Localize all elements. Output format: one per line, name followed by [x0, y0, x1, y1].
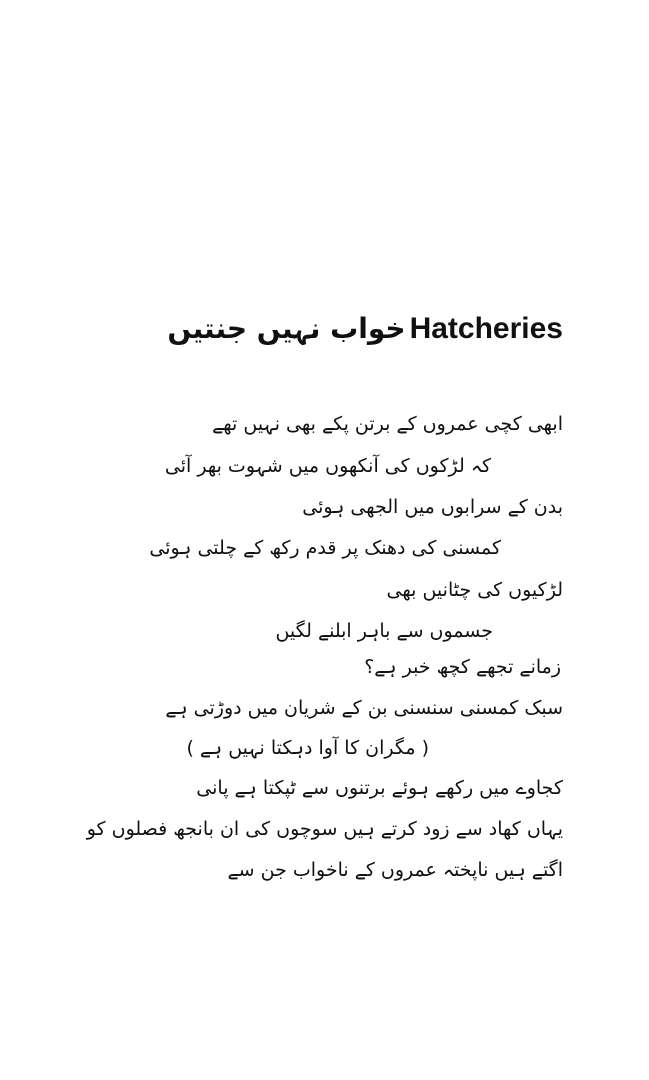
title-urdu: خواب نہیں جنتیں — [167, 312, 406, 345]
poem-title — [167, 312, 563, 358]
poem-line: یہاں کھاد سے زود کرتے ہیں سوچوں کی ان بانجھ فصلوں کو — [86, 818, 563, 840]
poem-line: اگتے ہیں ناپختہ عمروں کے ناخواب جن سے — [227, 859, 563, 881]
title-english: Hatcheries — [409, 312, 563, 345]
poem-line: زمانے تجھے کچھ خبر ہے؟ — [364, 656, 561, 678]
poem-line: ابھی کچی عمروں کے برتن پکے بھی نہیں تھے — [212, 413, 563, 435]
poem-line: کجاوے میں رکھے ہوئے برتنوں سے ٹپکتا ہے پانی — [196, 777, 563, 799]
poem-line: کمسنی کی دھنک پر قدم رکھ کے چلتی ہوئی — [149, 537, 501, 559]
poem-line: ( مگران کا آوا دہکتا نہیں ہے ) — [186, 737, 429, 759]
poem-line: سبک کمسنی سنسنی بن کے شریان میں دوڑتی ہے — [165, 697, 563, 719]
poem-line: بدن کے سرابوں میں الجھی ہوئی — [302, 496, 563, 518]
poem-line: جسموں سے باہر ابلنے لگیں — [275, 620, 493, 642]
poem-line: کہ لڑکوں کی آنکھوں میں شہوت بھر آئی — [164, 455, 491, 477]
poem-line: لڑکیوں کی چٹانیں بھی — [386, 579, 563, 601]
